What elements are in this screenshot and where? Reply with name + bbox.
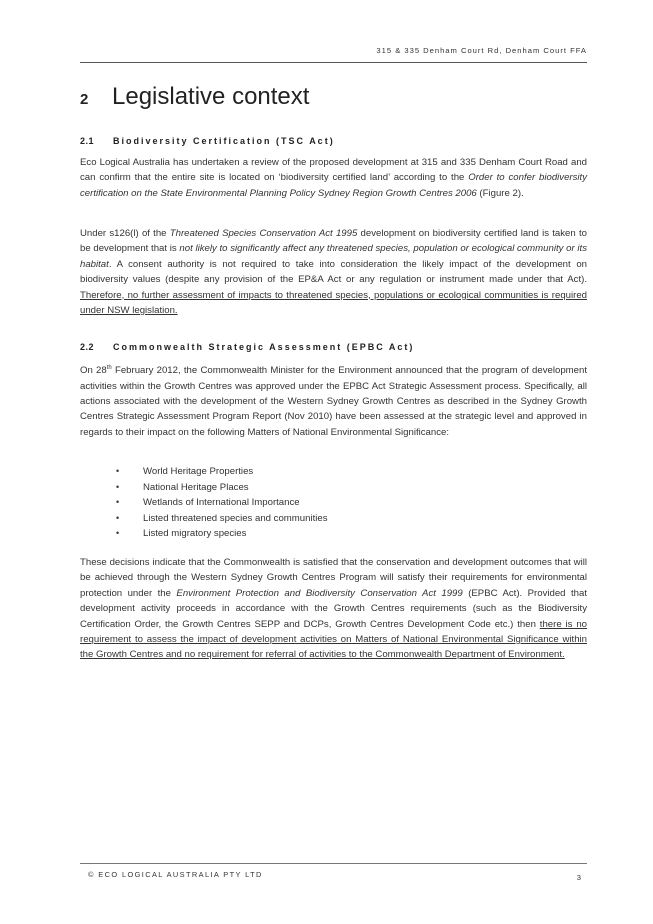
list-item	[80, 464, 587, 480]
text-run: . A consent authority is not required to take into consideration the likely impact of the development on biodiversity values (despite any provision of the EP&A Act or any regulation or instrument made under that Act).	[80, 258, 587, 286]
section-heading-2-2	[80, 342, 587, 352]
matters-list	[80, 464, 587, 542]
text-run-underlined: there is no requirement to assess the impact of development activities on Matters of National Environmental Significance within the Growth Centres and no requirement for referral of activities to the Commonwealth Department of Environment.	[80, 618, 587, 661]
superscript: th	[106, 365, 112, 371]
section-number: 2.2	[80, 342, 95, 352]
text-run-italic: Environment Protection and Biodiversity Conservation Act 1999	[176, 587, 463, 599]
list-item-text: Wetlands of International Importance	[143, 497, 300, 508]
paragraph-tsc-act	[80, 226, 587, 318]
list-item-text: Listed migratory species	[143, 528, 247, 539]
text-run: (EPBC Act). Provided that development activity proceeds in accordance with the Growth Centres requirements (such as the Biodiversity Certification Order, the Growth Centres SEPP and DCPs, Growth Centres Development Code etc.) then	[80, 587, 587, 630]
text-run: February 2012, the Commonwealth Minister for the Environment announced that the program of development activities within the Growth Centres was approved under the EPBC Act Strategic Assessment process. Specifically, all actions associated with the development of the Western Sydney Growth Centres as described in the Sydney Growth Centres Strategic Assessment Program Report (Nov 2010) have been assessed at the strategic level and approved in regards to their impact on the following Matters of National Environmental Significance:	[80, 365, 587, 438]
paragraph-biodiversity-cert	[80, 155, 587, 201]
text-run-underlined: Therefore, no further assessment of impacts to threatened species, populations or ecological communities is required under NSW legislation.	[80, 289, 587, 317]
text-run: On 28	[80, 365, 107, 377]
list-item	[80, 511, 587, 527]
list-item-text: National Heritage Places	[143, 481, 249, 493]
paragraph-epbc-approval	[80, 361, 587, 440]
text-run: These decisions indicate that the Commonwealth is satisfied that the conservation and development outcomes that will be achieved through the Western Sydney Growth Centres Program will satisfy their requirements for environmental protection under the	[80, 557, 587, 599]
text-run: Eco Logical Australia has undertaken a review of the proposed development at 315 and 335 Denham Court Road and can confirm that the entire site is located on ‘biodiversity certified land’ according to the	[80, 157, 587, 184]
section-title: Commonwealth Strategic Assessment (EPBC Act)	[113, 342, 415, 352]
chapter-number: 2	[80, 91, 89, 108]
page-header	[80, 40, 587, 63]
list-item	[80, 480, 587, 496]
text-run: (Figure 2).	[476, 187, 524, 199]
text-run-italic: not likely to significantly affect any threatened species, population or ecological community or its habitat	[80, 243, 587, 270]
paragraph-commonwealth-decision	[80, 555, 587, 663]
text-run: development on biodiversity certified land is taken to be development that is	[80, 228, 587, 255]
list-item-text: Listed threatened species and communities	[143, 512, 328, 524]
section-heading-2-1	[80, 136, 587, 146]
chapter-heading	[80, 83, 587, 115]
bullet-icon: •	[116, 497, 120, 507]
text-run: Under s126(l) of the	[80, 228, 170, 239]
bullet-icon: •	[116, 528, 120, 538]
bullet-icon: •	[116, 512, 120, 523]
footer-copyright: © ECO LOGICAL AUSTRALIA PTY LTD	[88, 870, 263, 879]
text-run-italic: Threatened Species Conservation Act 1995	[169, 228, 358, 239]
list-item-text: World Heritage Properties	[143, 466, 254, 477]
bullet-icon: •	[116, 466, 120, 476]
text-run-italic: Order to confer biodiversity certification on the State Environmental Planning Policy Sydney Region Growth Centres 2006	[80, 172, 588, 199]
bullet-icon: •	[116, 481, 120, 492]
section-number: 2.1	[80, 136, 95, 146]
page-footer	[80, 863, 587, 884]
list-item	[80, 526, 587, 542]
header-text: 315 & 335 Denham Court Rd, Denham Court FFA	[376, 46, 587, 55]
list-item	[80, 495, 587, 511]
chapter-title: Legislative context	[112, 83, 310, 110]
page-number: 3	[576, 873, 581, 882]
section-title: Biodiversity Certification (TSC Act)	[113, 136, 335, 146]
